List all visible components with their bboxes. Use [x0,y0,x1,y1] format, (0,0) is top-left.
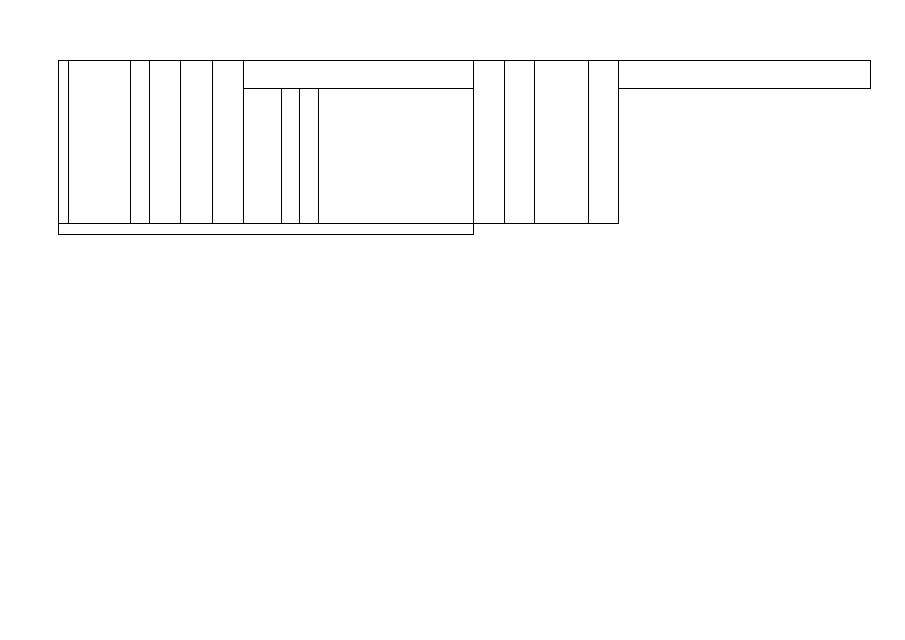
header-year [131,61,150,224]
header-total-area [149,61,180,224]
header-control [474,61,504,224]
header-cost-per-m2 [504,61,534,224]
header-nonres-area [212,61,243,224]
header-num [59,61,69,224]
capital-repair-table [58,60,871,235]
header-living-area [181,61,212,224]
header-municipal [281,89,300,224]
header-owners [300,89,319,224]
header-address [69,61,131,224]
header-funding-group [618,61,870,89]
header-total-cost [534,61,588,224]
header-deadline [588,61,618,224]
header-state-support [244,89,281,224]
header-works-group [244,61,474,89]
